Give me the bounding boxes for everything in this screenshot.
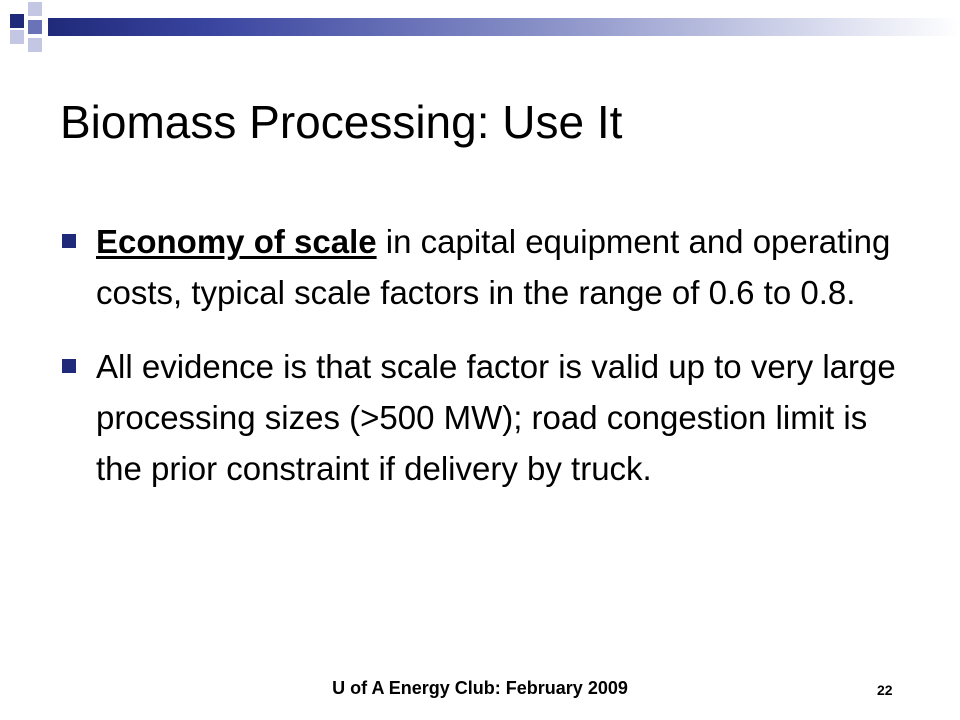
bullet-list [60,216,920,517]
decor-square [10,30,24,44]
decor-square [10,14,24,28]
bullet-item [60,216,920,318]
slide-footer: U of A Energy Club: February 2009 [332,678,628,698]
bullet-item [60,341,920,494]
decor-square [28,2,42,16]
header-gradient-bar [48,18,960,36]
bullet-square-icon [62,234,76,248]
bullet-square-icon [62,359,76,373]
bullet-emphasis: Economy of scale [96,223,377,260]
decor-square [28,38,42,52]
page-number: 22 [877,682,893,698]
slide-title: Biomass Processing: Use It [60,96,623,148]
bullet-text: in capital equipment and operating costs, typical scale factors in the range of 0.6 to 0.8. [96,223,891,311]
decor-square [28,20,42,34]
bullet-text: All evidence is that scale factor is valid up to very large processing sizes (>500 MW); road congestion limit is the prior constraint if delivery by truck. [96,348,896,487]
